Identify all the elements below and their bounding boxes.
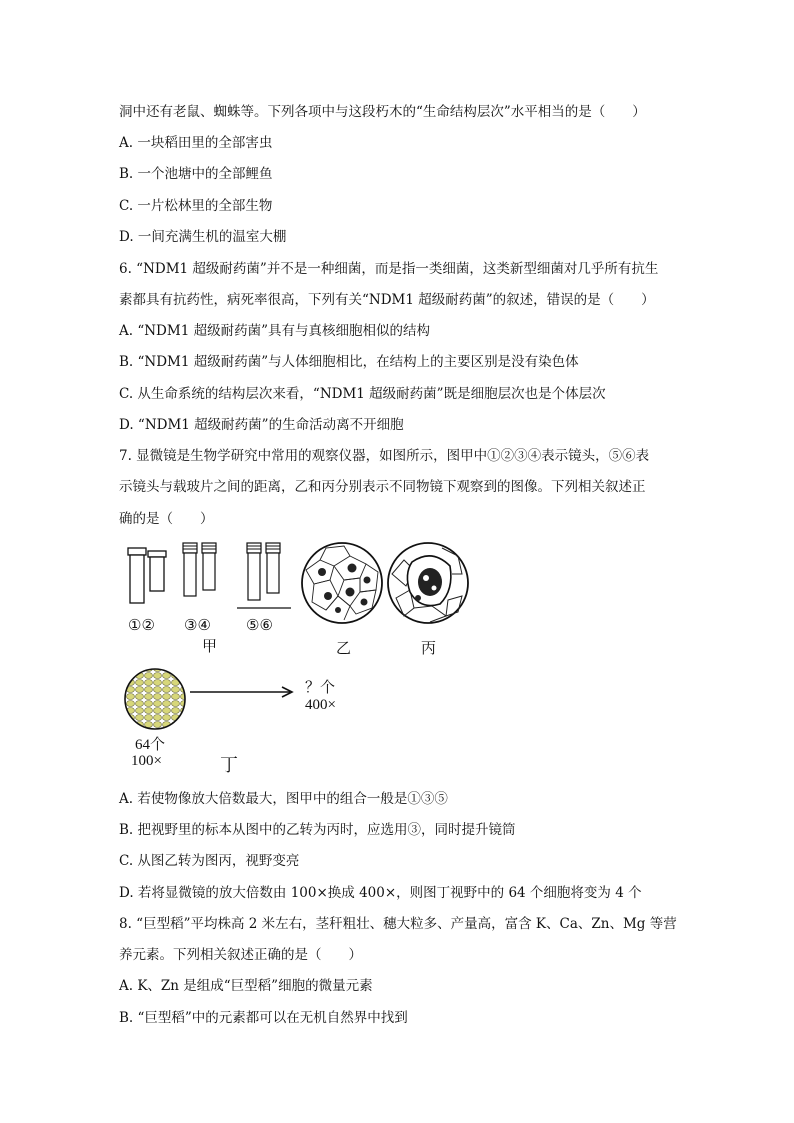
q7-option-b: B. 把视野里的标本从图中的乙转为丙时，应选用③，同时提升镜筒: [119, 822, 516, 838]
q6-option-c: C. 从生命系统的结构层次来看，“NDM1 超级耐药菌”既是细胞层次也是个体层次: [119, 386, 606, 402]
label-jia: 甲: [202, 639, 218, 655]
objective-distance-5: [247, 543, 261, 600]
label-bing: 丙: [421, 641, 437, 657]
q5-stem: 洞中还有老鼠、蜘蛛等。下列各项中与这段朽木的“生命结构层次”水平相当的是（ ）: [119, 104, 646, 120]
q7-option-a: A. 若使物像放大倍数最大，图甲中的组合一般是①③⑤: [119, 791, 448, 807]
eyepiece-lens-1: [128, 548, 146, 603]
label-yi: 乙: [336, 641, 352, 657]
field-of-view-yi: [302, 543, 382, 623]
q7-stem-line2: 示镜头与载玻片之间的距离，乙和丙分别表示不同物镜下观察到的图像。下列相关叙述正: [119, 479, 646, 495]
field-of-view-ding: [125, 669, 185, 729]
objective-lens-4: [202, 543, 216, 590]
q6-stem-line2: 素都具有抗药性，病死率很高，下列有关“NDM1 超级耐药菌”的叙述，错误的是（ ）: [119, 292, 655, 308]
q6-stem-line1: 6. “NDM1 超级耐药菌”并不是一种细菌，而是指一类细菌，这类新型细菌对几乎所有抗生: [119, 261, 659, 277]
label-distance-5-6: ⑤⑥: [246, 618, 273, 634]
q5-option-c: C. 一片松林里的全部生物: [119, 198, 273, 214]
label-ding: 丁: [220, 755, 238, 775]
field-of-view-bing: [388, 543, 468, 623]
label-400x: 400×: [305, 697, 336, 713]
objective-distance-6: [266, 543, 280, 593]
q5-option-d: D. 一间充满生机的温室大棚: [119, 229, 287, 245]
q7-option-d: D. 若将显微镜的放大倍数由 100×换成 400×，则图丁视野中的 64 个细胞将变为 4 个: [119, 885, 642, 901]
q7-option-c: C. 从图乙转为图丙，视野变亮: [119, 853, 300, 869]
label-lens-3-4: ③④: [184, 618, 211, 634]
q8-stem-line1: 8. “巨型稻”平均株高 2 米左右，茎秆粗壮、穗大粒多、产量高，富含 K、Ca、Zn、Mg 等营: [119, 916, 677, 932]
q6-option-b: B. “NDM1 超级耐药菌”与人体细胞相比，在结构上的主要区别是没有染色体: [119, 354, 579, 370]
objective-lens-3: [183, 543, 197, 596]
q6-option-d: D. “NDM1 超级耐药菌”的生命活动离不开细胞: [119, 417, 404, 433]
q5-option-b: B. 一个池塘中的全部鲤鱼: [119, 166, 273, 182]
label-unknown-count: ？个: [305, 680, 336, 696]
q8-stem-line2: 养元素。下列相关叙述正确的是（ ）: [119, 947, 362, 963]
q7-stem-line1: 7. 显微镜是生物学研究中常用的观察仪器，如图所示，图甲中①②③④表示镜头，⑤⑥表: [119, 448, 650, 464]
q7-stem-line3: 确的是（ ）: [119, 511, 214, 527]
q8-option-b: B. “巨型稻”中的元素都可以在无机自然界中找到: [119, 1010, 408, 1026]
q6-option-a: A. “NDM1 超级耐药菌”具有与真核细胞相似的结构: [119, 323, 430, 339]
label-lens-1-2: ①②: [128, 618, 155, 634]
magnification-arrow: [190, 687, 292, 697]
label-100x: 100×: [131, 753, 162, 769]
eyepiece-lens-2: [148, 551, 166, 591]
q5-option-a: A. 一块稻田里的全部害虫: [119, 135, 273, 151]
label-64-cells: 64个: [135, 737, 166, 753]
q8-option-a: A. K、Zn 是组成“巨型稻”细胞的微量元素: [119, 978, 373, 994]
